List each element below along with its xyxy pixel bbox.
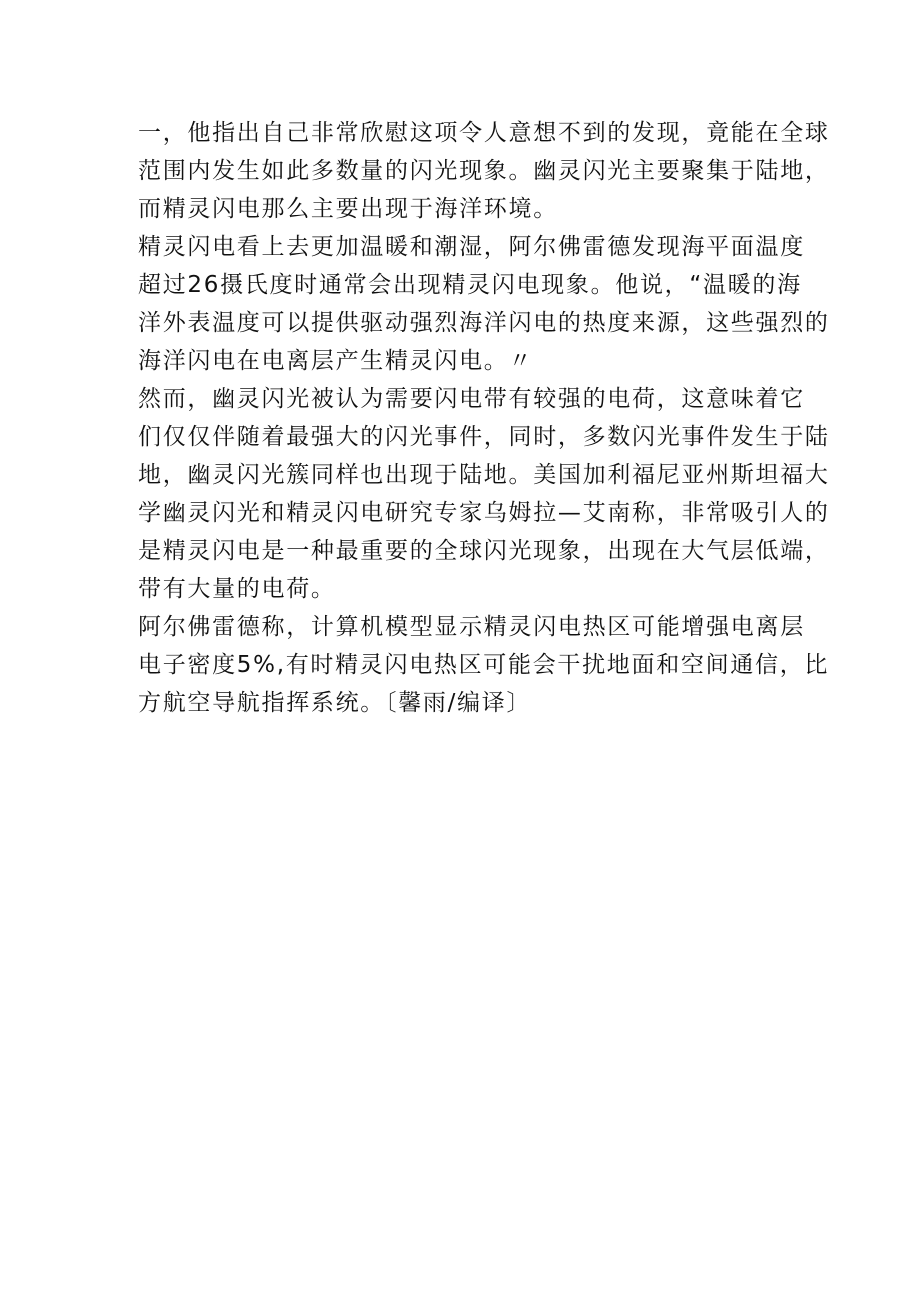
article-body [138, 114, 830, 722]
text-line: 带有大量的电荷。 [138, 576, 336, 602]
text-line: 范围内发生如此多数量的闪光现象。幽灵闪光主要聚集于陆地， [138, 158, 830, 184]
text-line: 阿尔佛雷德称，计算机模型显示精灵闪电热区可能增强电离层 [138, 614, 805, 640]
text-line: 海洋闪电在电离层产生精灵闪电。〃 [138, 348, 534, 374]
text-line: 超过26摄氏度时通常会出现精灵闪电现象。他说，“温暖的海 [138, 272, 802, 298]
text-line: 精灵闪电看上去更加温暖和潮湿，阿尔佛雷德发现海平面温度 [138, 234, 805, 260]
text-line: 方航空导航指挥系统。〔馨雨/编译〕 [138, 690, 532, 716]
text-line: 学幽灵闪光和精灵闪电研究专家乌姆拉—艾南称，非常吸引人的 [138, 500, 830, 526]
text-line: 然而，幽灵闪光被认为需要闪电带有较强的电荷，这意味着它 [138, 386, 805, 412]
text-line: 而精灵闪电那么主要出现于海洋环境。 [138, 196, 558, 222]
text-line: 们仅仅伴随着最强大的闪光事件，同时，多数闪光事件发生于陆 [138, 424, 830, 450]
text-line: 地，幽灵闪光簇同样也出现于陆地。美国加利福尼亚州斯坦福大 [138, 462, 830, 488]
text-line: 电子密度5%,有时精灵闪电热区可能会干扰地面和空间通信，比 [138, 652, 830, 678]
text-line: 是精灵闪电是一种最重要的全球闪光现象，出现在大气层低端， [138, 538, 830, 564]
text-line: 洋外表温度可以提供驱动强烈海洋闪电的热度来源，这些强烈的 [138, 310, 830, 336]
text-line: 一，他指出自己非常欣慰这项令人意想不到的发现，竟能在全球 [138, 120, 830, 146]
